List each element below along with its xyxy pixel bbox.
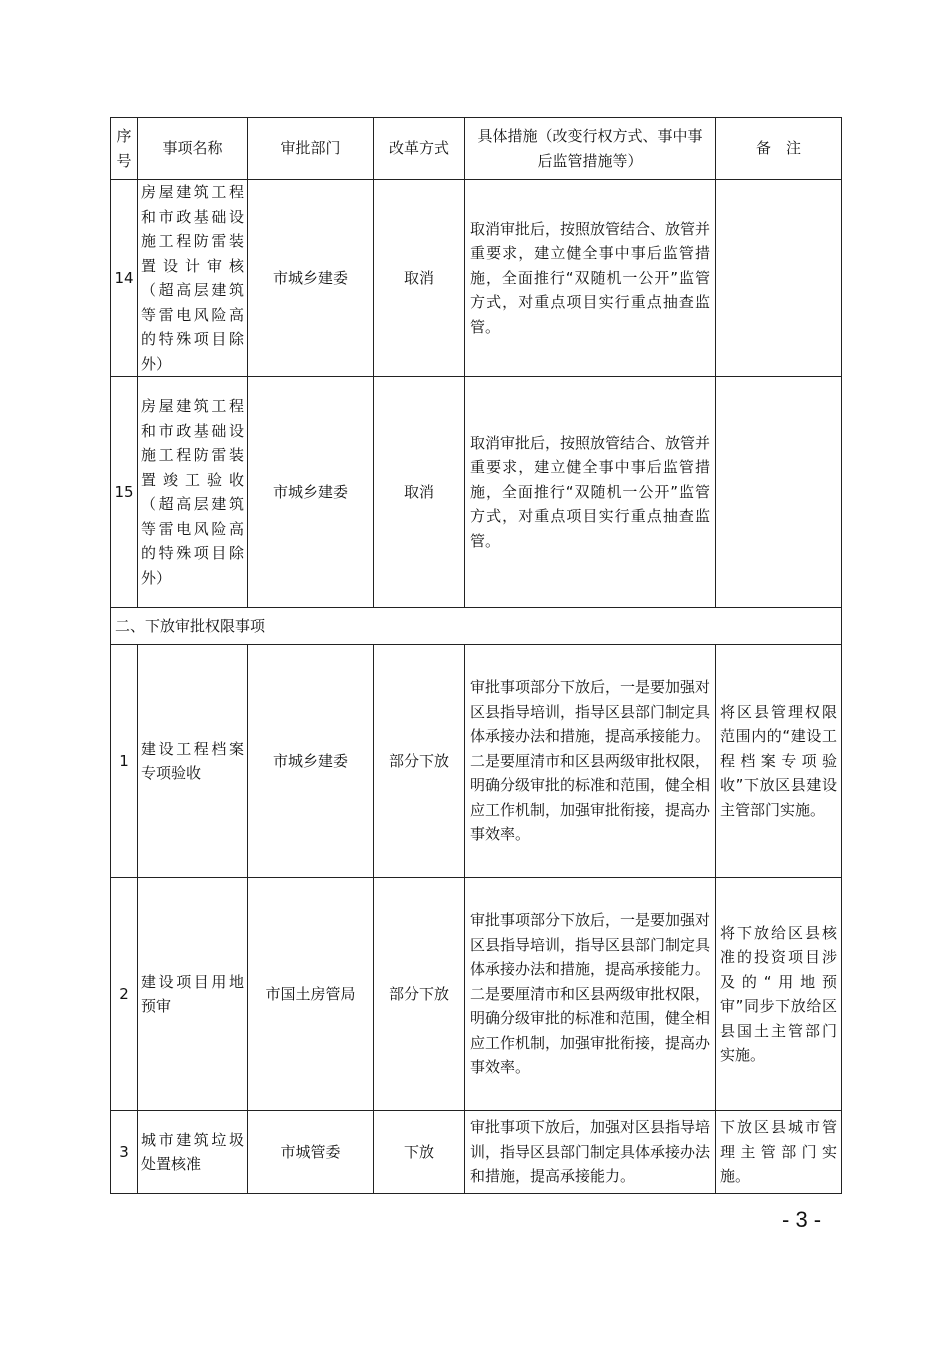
row-name: 房屋建筑工程和市政基础设施工程防雷装置设计审核（超高层建筑等雷电风险高的特殊项目除外） bbox=[138, 180, 248, 377]
row-no: 14 bbox=[111, 180, 138, 377]
header-method: 改革方式 bbox=[374, 118, 465, 180]
section-title: 二、下放审批权限事项 bbox=[111, 608, 842, 645]
row-remark bbox=[716, 180, 842, 377]
row-method: 取消 bbox=[374, 180, 465, 377]
table-header-row bbox=[111, 118, 842, 180]
row-measures: 取消审批后，按照放管结合、放管并重要求，建立健全事中事后监管措施，全面推行“双随机一公开”监管方式，对重点项目实行重点抽查监管。 bbox=[465, 377, 716, 608]
header-measures: 具体措施（改变行权方式、事中事后监管措施等） bbox=[465, 118, 716, 180]
header-name: 事项名称 bbox=[138, 118, 248, 180]
row-name: 房屋建筑工程和市政基础设施工程防雷装置竣工验收（超高层建筑等雷电风险高的特殊项目除外） bbox=[138, 377, 248, 608]
row-no: 15 bbox=[111, 377, 138, 608]
page-number: - 3 - bbox=[782, 1207, 822, 1232]
row-remark bbox=[716, 377, 842, 608]
header-dept: 审批部门 bbox=[248, 118, 374, 180]
row-remark: 将下放给区县核准的投资项目涉及的“用地预审”同步下放给区县国土主管部门实施。 bbox=[716, 878, 842, 1111]
row-method: 部分下放 bbox=[374, 645, 465, 878]
table-row bbox=[111, 878, 842, 1111]
row-method: 下放 bbox=[374, 1111, 465, 1194]
row-dept: 市城乡建委 bbox=[248, 645, 374, 878]
section-row bbox=[111, 608, 842, 645]
row-dept: 市国土房管局 bbox=[248, 878, 374, 1111]
table-row bbox=[111, 377, 842, 608]
row-no: 3 bbox=[111, 1111, 138, 1194]
row-method: 部分下放 bbox=[374, 878, 465, 1111]
table-row bbox=[111, 180, 842, 377]
row-dept: 市城乡建委 bbox=[248, 180, 374, 377]
table-row bbox=[111, 1111, 842, 1194]
row-dept: 市城乡建委 bbox=[248, 377, 374, 608]
reform-items-table bbox=[110, 117, 842, 1194]
row-name: 城市建筑垃圾处置核准 bbox=[138, 1111, 248, 1194]
row-measures: 审批事项部分下放后，一是要加强对区县指导培训，指导区县部门制定具体承接办法和措施，提高承接能力。二是要厘清市和区县两级审批权限，明确分级审批的标准和范围，健全相应工作机制，加强审批衔接，提高办事效率。 bbox=[465, 645, 716, 878]
row-no: 2 bbox=[111, 878, 138, 1111]
row-no: 1 bbox=[111, 645, 138, 878]
row-remark: 将区县管理权限范围内的“建设工程档案专项验收”下放区县建设主管部门实施。 bbox=[716, 645, 842, 878]
header-remark: 备 注 bbox=[716, 118, 842, 180]
row-remark: 下放区县城市管理主管部门实施。 bbox=[716, 1111, 842, 1194]
header-no: 序号 bbox=[111, 118, 138, 180]
row-dept: 市城管委 bbox=[248, 1111, 374, 1194]
row-name: 建设项目用地预审 bbox=[138, 878, 248, 1111]
row-method: 取消 bbox=[374, 377, 465, 608]
row-name: 建设工程档案专项验收 bbox=[138, 645, 248, 878]
row-measures: 审批事项下放后，加强对区县指导培训，指导区县部门制定具体承接办法和措施，提高承接能力。 bbox=[465, 1111, 716, 1194]
table-row bbox=[111, 645, 842, 878]
row-measures: 取消审批后，按照放管结合、放管并重要求，建立健全事中事后监管措施，全面推行“双随机一公开”监管方式，对重点项目实行重点抽查监管。 bbox=[465, 180, 716, 377]
row-measures: 审批事项部分下放后，一是要加强对区县指导培训，指导区县部门制定具体承接办法和措施，提高承接能力。二是要厘清市和区县两级审批权限，明确分级审批的标准和范围，健全相应工作机制，加强审批衔接，提高办事效率。 bbox=[465, 878, 716, 1111]
